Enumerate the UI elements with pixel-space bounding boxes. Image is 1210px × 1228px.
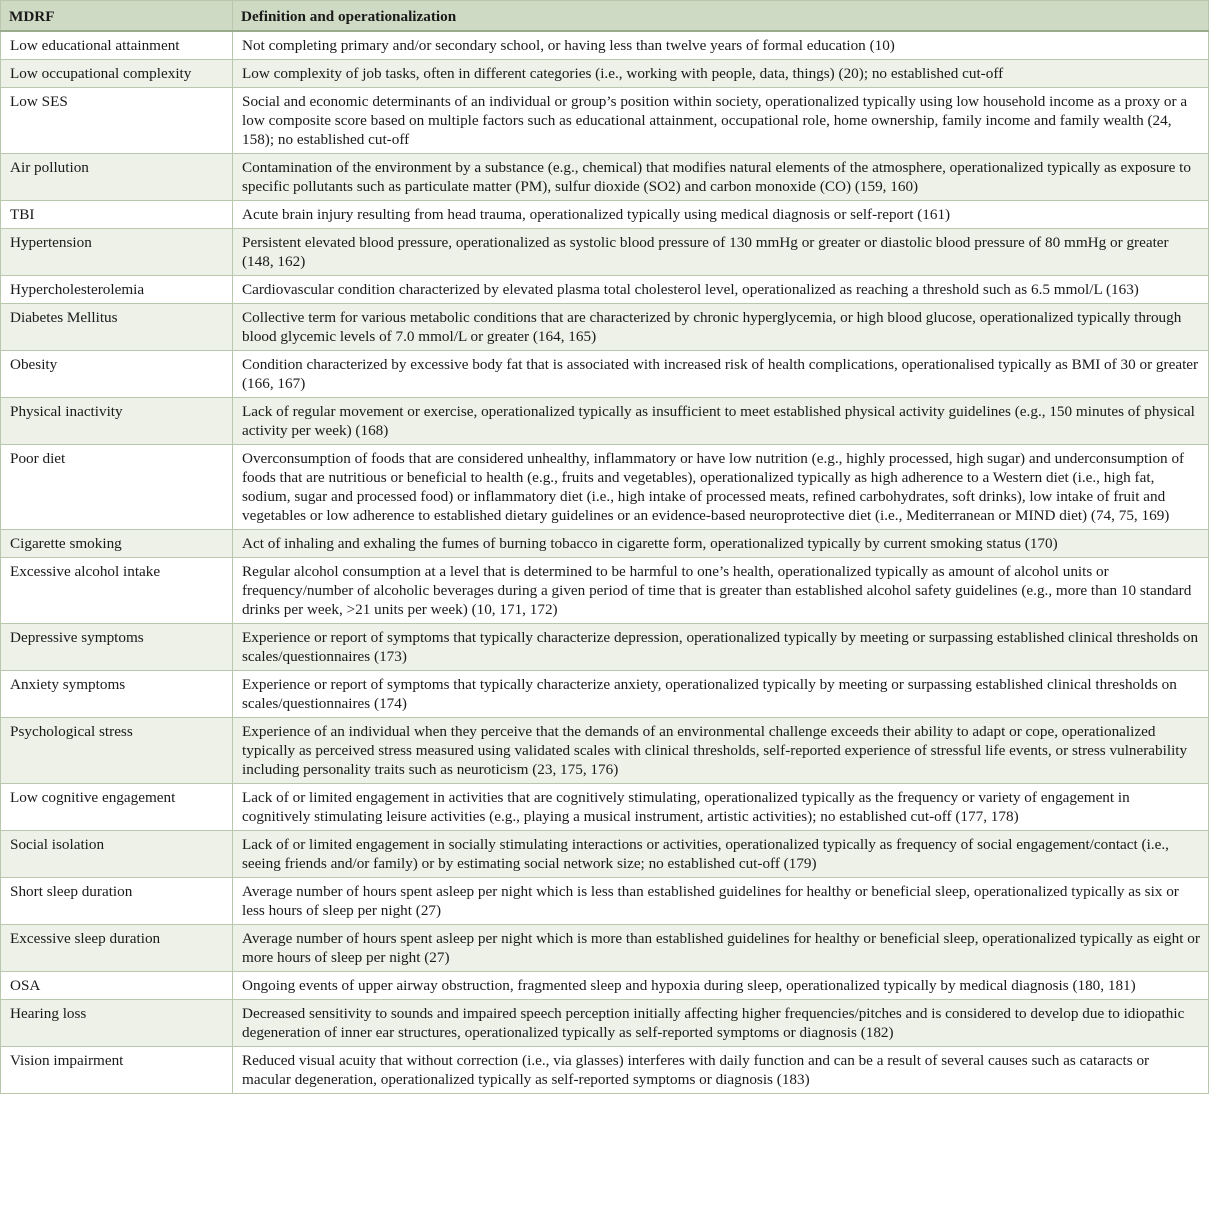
definition-cell: Act of inhaling and exhaling the fumes of burning tobacco in cigarette form, operationalized typically by current smoking status (170) <box>233 530 1209 558</box>
table-row <box>1 925 1209 972</box>
risk-factor-cell: Depressive symptoms <box>1 624 233 671</box>
risk-factor-cell: Air pollution <box>1 154 233 201</box>
risk-factor-cell: Obesity <box>1 351 233 398</box>
table-row <box>1 784 1209 831</box>
risk-factor-cell: Vision impairment <box>1 1047 233 1094</box>
table-row <box>1 60 1209 88</box>
risk-factor-cell: Hearing loss <box>1 1000 233 1047</box>
risk-factor-cell: Low SES <box>1 88 233 154</box>
table-row <box>1 878 1209 925</box>
risk-factor-cell: Excessive sleep duration <box>1 925 233 972</box>
table-row <box>1 276 1209 304</box>
table-row <box>1 1047 1209 1094</box>
table-row <box>1 31 1209 60</box>
risk-factor-cell: Hypertension <box>1 229 233 276</box>
table-row <box>1 304 1209 351</box>
risk-factor-cell: Cigarette smoking <box>1 530 233 558</box>
table-header-row <box>1 1 1209 32</box>
table-row <box>1 671 1209 718</box>
header-definition: Definition and operationalization <box>233 1 1209 32</box>
table-body <box>1 31 1209 1094</box>
table-row <box>1 398 1209 445</box>
definition-cell: Condition characterized by excessive body fat that is associated with increased risk of health complications, operationalised typically as BMI of 30 or greater (166, 167) <box>233 351 1209 398</box>
risk-factor-cell: Low educational attainment <box>1 31 233 60</box>
definition-cell: Not completing primary and/or secondary school, or having less than twelve years of formal education (10) <box>233 31 1209 60</box>
definition-cell: Experience of an individual when they perceive that the demands of an environmental challenge exceeds their ability to adapt or cope, operationalized typically as perceived stress measured using validated scales with clinical thresholds, self-reported experience of stressful life events, or stress vulnerability including personality traits such as neuroticism (23, 175, 176) <box>233 718 1209 784</box>
risk-factor-cell: OSA <box>1 972 233 1000</box>
definition-cell: Lack of regular movement or exercise, operationalized typically as insufficient to meet established physical activity guidelines (e.g., 150 minutes of physical activity per week) (168) <box>233 398 1209 445</box>
table-row <box>1 229 1209 276</box>
definition-cell: Lack of or limited engagement in socially stimulating interactions or activities, operationalized typically as frequency of social engagement/contact (i.e., seeing friends and/or family) or by estimating social network size; no established cut-off (179) <box>233 831 1209 878</box>
risk-factor-cell: Short sleep duration <box>1 878 233 925</box>
definition-cell: Experience or report of symptoms that typically characterize anxiety, operationalized typically by meeting or surpassing established clinical thresholds on scales/questionnaires (174) <box>233 671 1209 718</box>
table-row <box>1 558 1209 624</box>
table-row <box>1 530 1209 558</box>
definition-cell: Reduced visual acuity that without correction (i.e., via glasses) interferes with daily function and can be a result of several causes such as cataracts or macular degeneration, operationalized typically as self-reported symptoms or diagnosis (183) <box>233 1047 1209 1094</box>
definition-cell: Regular alcohol consumption at a level that is determined to be harmful to one’s health, operationalized typically as amount of alcohol units or frequency/number of alcoholic beverages during a given period of time that is greater than established alcohol safety guidelines (e.g., more than 10 standard drinks per week, >21 units per week) (10, 171, 172) <box>233 558 1209 624</box>
table-row <box>1 624 1209 671</box>
definition-cell: Contamination of the environment by a substance (e.g., chemical) that modifies natural elements of the atmosphere, operationalized typically as exposure to specific pollutants such as particulate matter (PM), sulfur dioxide (SO2) and carbon monoxide (CO) (159, 160) <box>233 154 1209 201</box>
table-row <box>1 351 1209 398</box>
definition-cell: Cardiovascular condition characterized by elevated plasma total cholesterol level, operationalized as reaching a threshold such as 6.5 mmol/L (163) <box>233 276 1209 304</box>
table-row <box>1 445 1209 530</box>
definition-cell: Low complexity of job tasks, often in different categories (i.e., working with people, data, things) (20); no established cut-off <box>233 60 1209 88</box>
definition-cell: Lack of or limited engagement in activities that are cognitively stimulating, operationalized typically as the frequency or variety of engagement in cognitively stimulating leisure activities (e.g., playing a musical instrument, artistic activities); no established cut-off (177, 178) <box>233 784 1209 831</box>
table-row <box>1 1000 1209 1047</box>
definition-cell: Average number of hours spent asleep per night which is less than established guidelines for healthy or beneficial sleep, operationalized typically as six or less hours of sleep per night (27) <box>233 878 1209 925</box>
risk-factor-cell: Anxiety symptoms <box>1 671 233 718</box>
table-row <box>1 972 1209 1000</box>
table-row <box>1 154 1209 201</box>
risk-factor-cell: Diabetes Mellitus <box>1 304 233 351</box>
definition-cell: Average number of hours spent asleep per night which is more than established guidelines for healthy or beneficial sleep, operationalized typically as eight or more hours of sleep per night (27) <box>233 925 1209 972</box>
risk-factor-cell: Hypercholesterolemia <box>1 276 233 304</box>
risk-factor-cell: Social isolation <box>1 831 233 878</box>
risk-factor-cell: Psychological stress <box>1 718 233 784</box>
risk-factor-cell: TBI <box>1 201 233 229</box>
definition-cell: Experience or report of symptoms that typically characterize depression, operationalized typically by meeting or surpassing established clinical thresholds on scales/questionnaires (173) <box>233 624 1209 671</box>
table-row <box>1 718 1209 784</box>
definition-cell: Collective term for various metabolic conditions that are characterized by chronic hyperglycemia, or high blood glucose, operationalized typically through blood glycemic levels of 7.0 mmol/L or greater (164, 165) <box>233 304 1209 351</box>
risk-factor-cell: Low occupational complexity <box>1 60 233 88</box>
table-row <box>1 88 1209 154</box>
table-row <box>1 201 1209 229</box>
risk-factor-cell: Excessive alcohol intake <box>1 558 233 624</box>
definition-cell: Persistent elevated blood pressure, operationalized as systolic blood pressure of 130 mmHg or greater or diastolic blood pressure of 80 mmHg or greater (148, 162) <box>233 229 1209 276</box>
risk-factor-cell: Low cognitive engagement <box>1 784 233 831</box>
definition-cell: Decreased sensitivity to sounds and impaired speech perception initially affecting higher frequencies/pitches and is considered to develop due to idiopathic degeneration of inner ear structures, operationalized typically as self-reported symptoms or diagnosis (182) <box>233 1000 1209 1047</box>
risk-factor-cell: Physical inactivity <box>1 398 233 445</box>
definition-cell: Ongoing events of upper airway obstruction, fragmented sleep and hypoxia during sleep, operationalized typically by medical diagnosis (180, 181) <box>233 972 1209 1000</box>
definition-cell: Overconsumption of foods that are considered unhealthy, inflammatory or have low nutrition (e.g., highly processed, high sugar) and underconsumption of foods that are nutritious or beneficial to health (e.g., fruits and vegetables), operationalized typically as high adherence to a Western diet (i.e., high fat, sodium, sugar and processed food) or inflammatory diet (i.e., high intake of processed meats, refined carbohydrates, soft drinks), low intake of fruit and vegetables or low adherence to established dietary guidelines or an evidence-based neuroprotective diet (i.e., Mediterranean or MIND diet) (74, 75, 169) <box>233 445 1209 530</box>
risk-factor-cell: Poor diet <box>1 445 233 530</box>
definition-cell: Acute brain injury resulting from head trauma, operationalized typically using medical diagnosis or self-report (161) <box>233 201 1209 229</box>
definition-cell: Social and economic determinants of an individual or group’s position within society, operationalized typically using low household income as a proxy or a low composite score based on multiple factors such as educational attainment, occupational role, home ownership, family income and family wealth (24, 158); no established cut-off <box>233 88 1209 154</box>
header-mdrf: MDRF <box>1 1 233 32</box>
table-row <box>1 831 1209 878</box>
